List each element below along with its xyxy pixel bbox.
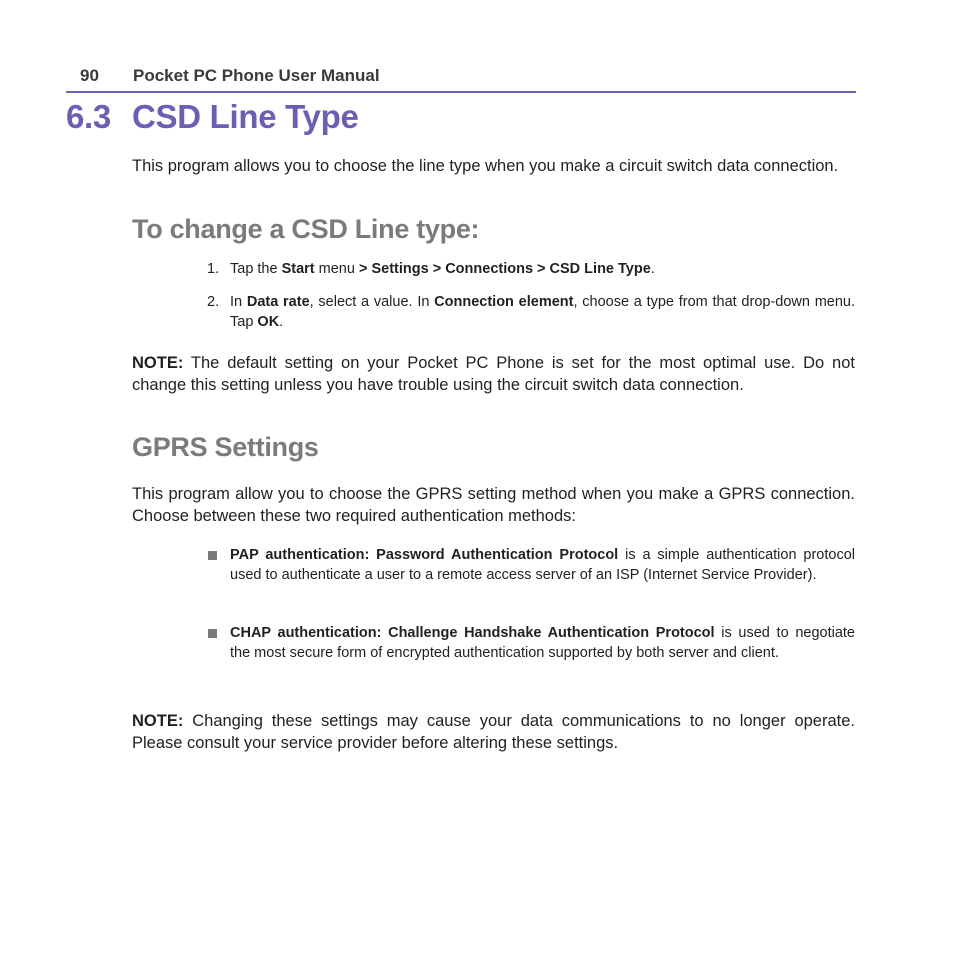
note-label: NOTE: bbox=[132, 712, 184, 730]
note-text: Changing these settings may cause your data communications to no longer operate. Please consult your service provider before altering these settings. bbox=[132, 712, 855, 752]
page-number: 90 bbox=[80, 66, 99, 85]
bullet-chap bbox=[208, 624, 855, 663]
ok-label: OK bbox=[257, 313, 280, 330]
gprs-note bbox=[132, 710, 855, 754]
bullet-square-icon bbox=[208, 629, 217, 638]
header-rule bbox=[66, 91, 856, 93]
csd-subheading: To change a CSD Line type: bbox=[132, 214, 480, 244]
step-1 bbox=[207, 260, 855, 280]
bullet-text: is used to negotiate the most secure form of encrypted authentication supported by both server and client. bbox=[230, 625, 855, 661]
running-header bbox=[80, 66, 380, 86]
step-text: In Data rate, select a value. In Connection element, choose a type from that drop-down menu. Tap OK. bbox=[230, 294, 855, 330]
step-number: 2. bbox=[207, 294, 220, 310]
note-text: The default setting on your Pocket PC Phone is set for the most optimal use. Do not change this setting unless you have trouble using the circuit switch data connection. bbox=[132, 354, 855, 394]
menu-path: > Settings > Connections > CSD Line Type bbox=[358, 261, 651, 277]
step-text: Tap the Start menu > Settings > Connections > CSD Line Type. bbox=[230, 261, 655, 277]
intro-paragraph: This program allows you to choose the line type when you make a circuit switch data connection. bbox=[132, 157, 839, 175]
connection-element-label: Connection element bbox=[434, 294, 574, 310]
manual-title: Pocket PC Phone User Manual bbox=[133, 66, 380, 85]
note-label: NOTE: bbox=[132, 354, 184, 372]
step-number: 1. bbox=[207, 261, 220, 277]
section-title-text: CSD Line Type bbox=[132, 98, 359, 135]
csd-note bbox=[132, 352, 855, 396]
gprs-subheading: GPRS Settings bbox=[132, 432, 319, 462]
bullet-term: PAP authentication: Password Authentication Protocol bbox=[230, 547, 619, 563]
step-2 bbox=[207, 293, 855, 332]
menu-start: Start bbox=[281, 261, 315, 277]
bullet-term: CHAP authentication: Challenge Handshake Authentication Protocol bbox=[230, 625, 715, 641]
bullet-text: is a simple authentication protocol used to authenticate a user to a remote access server of an ISP (Internet Service Provider). bbox=[230, 547, 855, 583]
section-number: 6.3 bbox=[66, 98, 111, 135]
section-title bbox=[66, 98, 359, 136]
bullet-square-icon bbox=[208, 551, 217, 560]
bullet-pap bbox=[208, 546, 855, 585]
data-rate-label: Data rate bbox=[246, 294, 310, 310]
gprs-intro: This program allow you to choose the GPRS setting method when you make a GPRS connection. Choose between these two required authentication methods: bbox=[132, 485, 855, 525]
